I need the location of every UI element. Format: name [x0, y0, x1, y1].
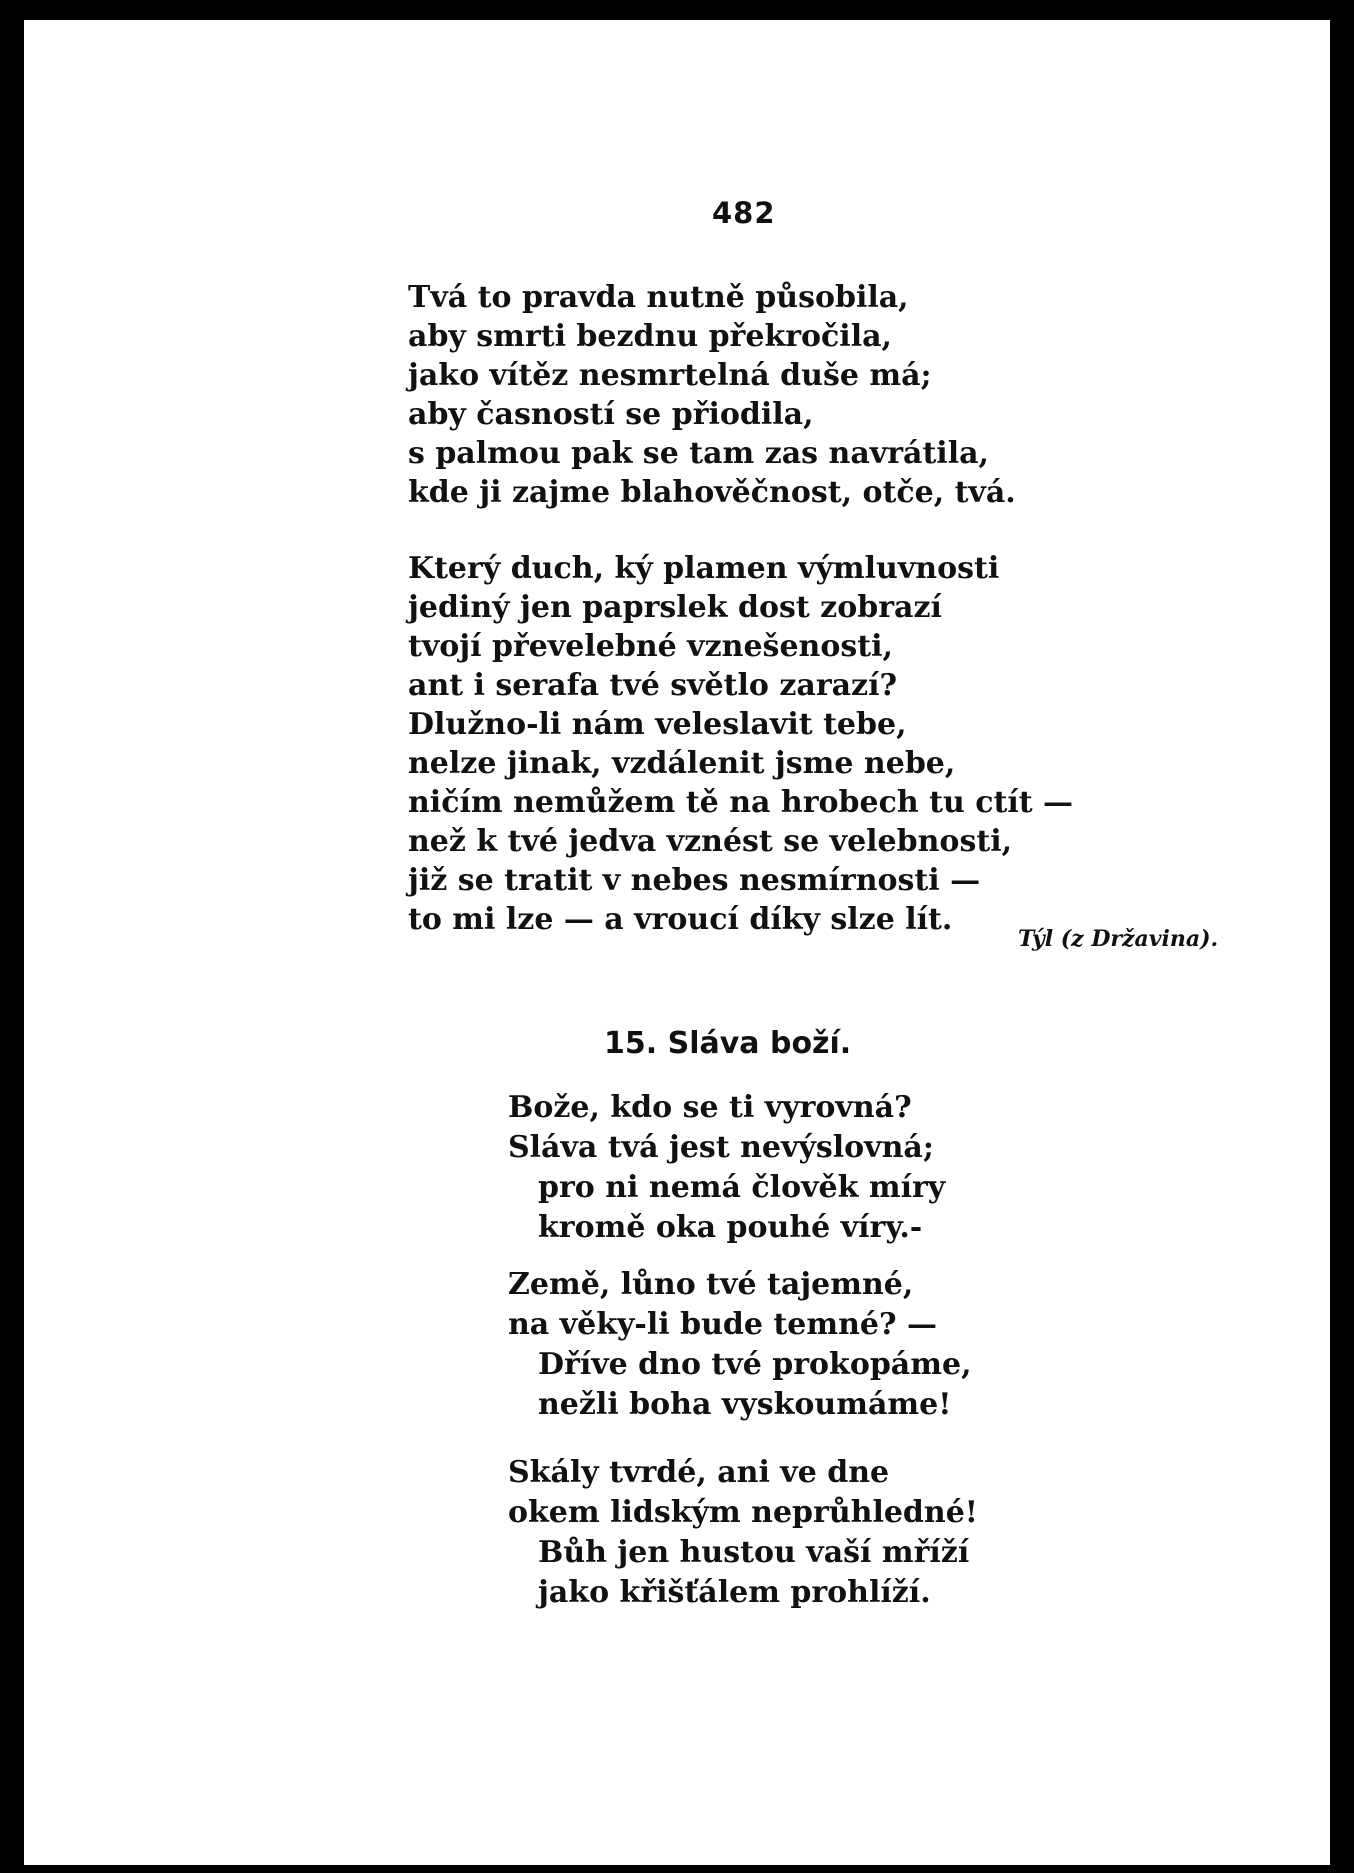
poem-line: Sláva tvá jest nevýslovná;	[508, 1130, 934, 1165]
poem-stanza-1	[408, 278, 1016, 512]
poem-line: tvojí převelebné vznešenosti,	[408, 629, 893, 664]
book-page	[24, 20, 1330, 1865]
poem-line: Skály tvrdé, ani ve dne	[508, 1455, 890, 1490]
poem-line: to mi lze — a vroucí díky slze lít.	[408, 902, 953, 937]
poem-line: než k tvé jedva vznést se velebnosti,	[408, 824, 1013, 859]
poem-line: jako vítěz nesmrtelná duše má;	[408, 358, 932, 393]
poem-line: Bože, kdo se ti vyrovná?	[508, 1090, 912, 1125]
poem-line: kromě oka pouhé víry.-	[538, 1210, 923, 1245]
poem-line: již se tratit v nebes nesmírnosti —	[408, 863, 981, 898]
poem-verse-2	[508, 1265, 972, 1425]
page-number: 482	[712, 196, 776, 230]
poem-verse-3	[508, 1453, 978, 1613]
poem-line: okem lidským neprůhledné!	[508, 1495, 978, 1530]
poem-line: Bůh jen hustou vaší mříží	[538, 1535, 970, 1570]
poem-line: jako křišťálem prohlíží.	[538, 1575, 931, 1610]
poem-attribution: Týl (z Državina).	[1018, 926, 1219, 952]
poem-line: jediný jen paprslek dost zobrazí	[408, 590, 942, 625]
poem-stanza-2	[408, 549, 1073, 939]
poem-line: kde ji zajme blahověčnost, otče, tvá.	[408, 475, 1016, 510]
poem-line: Země, lůno tvé tajemné,	[508, 1267, 914, 1302]
section-title: 15. Sláva boží.	[604, 1026, 852, 1061]
poem-line: Který duch, ký plamen výmluvnosti	[408, 551, 1000, 586]
poem-line: nelze jinak, vzdálenit jsme nebe,	[408, 746, 956, 781]
poem-line: Dlužno-li nám veleslavit tebe,	[408, 707, 907, 742]
poem-line: Tvá to pravda nutně působila,	[408, 280, 909, 315]
poem-line: na věky-li bude temné? —	[508, 1307, 938, 1342]
poem-verse-1	[508, 1088, 945, 1248]
poem-line: ničím nemůžem tě na hrobech tu ctít —	[408, 785, 1074, 820]
poem-line: nežli boha vyskoumáme!	[538, 1387, 952, 1422]
poem-line: Dříve dno tvé prokopáme,	[538, 1347, 972, 1382]
poem-line: aby časností se přiodila,	[408, 397, 814, 432]
poem-line: aby smrti bezdnu překročila,	[408, 319, 892, 354]
poem-line: ant i serafa tvé světlo zarazí?	[408, 668, 898, 703]
poem-line: s palmou pak se tam zas navrátila,	[408, 436, 989, 471]
poem-line: pro ni nemá člověk míry	[538, 1170, 946, 1205]
